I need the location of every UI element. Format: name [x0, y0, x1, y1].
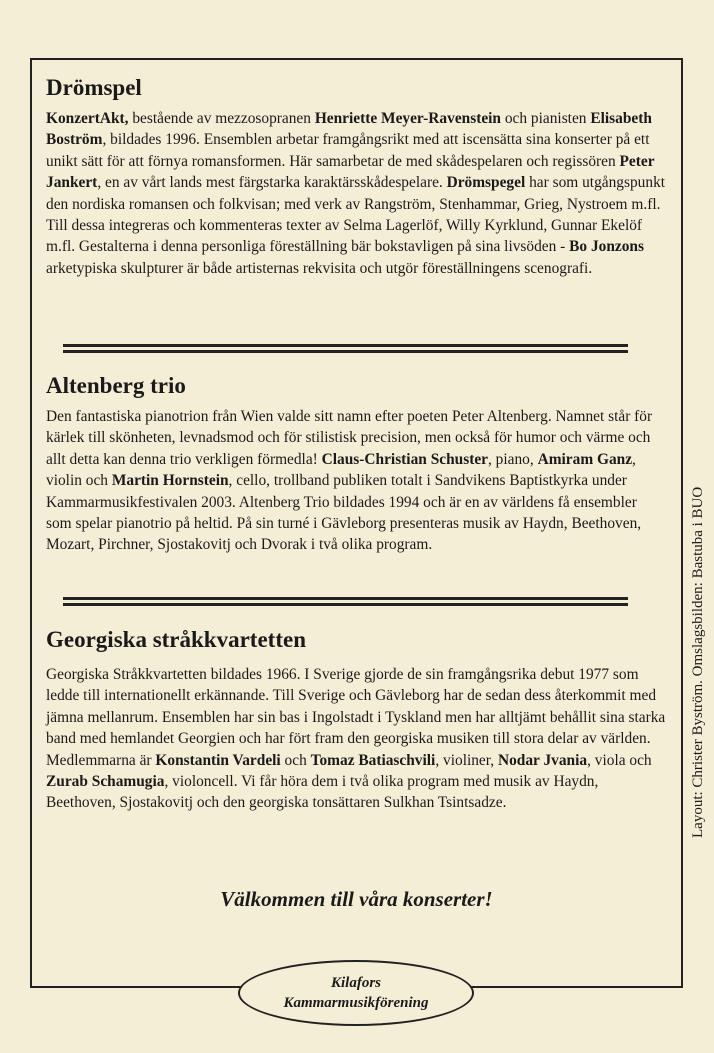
credit-wrapper	[688, 388, 710, 838]
organizer-line-1: Kilafors	[330, 975, 381, 991]
bold-name: Martin Hornstein	[111, 472, 229, 490]
welcome-text: Välkommen till våra konserter!	[220, 887, 493, 911]
section-paragraph: KonzertAkt, bestående av mezzosopranen Henriette Meyer-Ravenstein och pianisten Elisabeth Boström, bildades 1996. Ensemblen arbetar framgångsrikt med att iscensätta sina konserter på ett unikt sätt för att förnya romansformen. Här samarbetar de med skådespelaren och regissören Peter Jankert, en av vårt lands mest färgstarka karaktärsskådespelare. Drömspegel har som utgångspunkt den nordiska romansen och folkvisan; med verk av Rangström, Stenhammar, Grieg, Nystroem m.fl. Till dessa integreras och kommenteras texter av Selma Lagerlöf, Willy Kyrklund, Gunnar Ekelöf m.fl. Gestalterna i denna personliga föreställning bär bokstavligen på sina livsöden - Bo Jonzons arketypiska skulpturer är både artisternas rekvisita och utgör föreställningens scenografi.	[46, 110, 666, 277]
section-paragraph: Den fantastiska pianotrion från Wien valde sitt namn efter poeten Peter Altenberg. Namnet står för kärlek till skönheten, levnadsmod och för stilistisk precision, men också för humor och värme och allt detta kan denna trio verkligen förmedla! Claus-Christian Schuster, piano, Amiram Ganz, violin och Martin Hornstein, cello, trollband publiken totalt i Sandvikens Baptistkyrka under Kammarmusikfestivalen 2003. Altenberg Trio bildades 1994 och är en av världens få ensembler som spelar pianotrio på heltid. På sin turné i Gävleborg presenteras musik av Haydn, Beethoven, Mozart, Pirchner, Sjostakovitj och Dvorak i två olika program.	[46, 408, 653, 554]
organizer-line-2: Kammarmusikförening	[283, 995, 429, 1011]
bold-name: Konstantin Vardeli	[155, 751, 281, 769]
section-title: Georgiska stråkkvartetten	[46, 627, 306, 652]
bold-name: Elisabeth Boström	[46, 110, 652, 149]
document-frame	[30, 58, 683, 988]
bold-name: Claus-Christian Schuster	[321, 450, 488, 468]
bold-name: Bo Jonzons	[569, 238, 644, 256]
section-altenberg-trio	[46, 372, 666, 556]
section-georgiska-strakkvartetten	[46, 626, 666, 814]
section-dromspel	[46, 74, 666, 279]
layout-credit: Layout: Christer Byström. Omslagsbilden: Bastuba i BUO	[690, 486, 706, 838]
bold-name: Henriette Meyer-Ravenstein	[314, 110, 501, 127]
section-title: Altenberg trio	[46, 373, 186, 398]
organizer-logo	[238, 960, 474, 1026]
bold-name: Zurab Schamugia	[46, 773, 165, 791]
bold-name: Nodar Jvania	[497, 751, 588, 769]
bold-name: KonzertAkt,	[46, 110, 129, 127]
section-divider	[63, 597, 628, 606]
bold-name: Amiram Ganz	[537, 450, 633, 468]
bold-name: Drömspegel	[446, 174, 526, 192]
bold-name: Peter Jankert	[46, 152, 655, 192]
section-divider	[63, 344, 628, 353]
section-title: Drömspel	[46, 75, 142, 100]
section-paragraph: Georgiska Stråkkvartetten bildades 1966. I Sverige gjorde de sin framgångsrika debut 1977 som ledde till internationellt erkännande. Till Sverige och Gävleborg har de sedan dess återkommit med jämna mellanrum. Ensemblen har sin bas i Ingolstadt i Tyskland men har alltjämt behållit sina starka band med hemlandet Georgien och har fört fram den georgiska musiken till stora delar av världen. Medlemmarna är Konstantin Vardeli och Tomaz Batiaschvili, violiner, Nodar Jvania, viola och Zurab Schamugia, violoncell. Vi får höra dem i två olika program med musik av Haydn, Beethoven, Sjostakovitj och den georgiska tonsättaren Sulkhan Tsintsadze.	[46, 666, 666, 812]
bold-name: Tomaz Batiaschvili	[310, 751, 436, 769]
